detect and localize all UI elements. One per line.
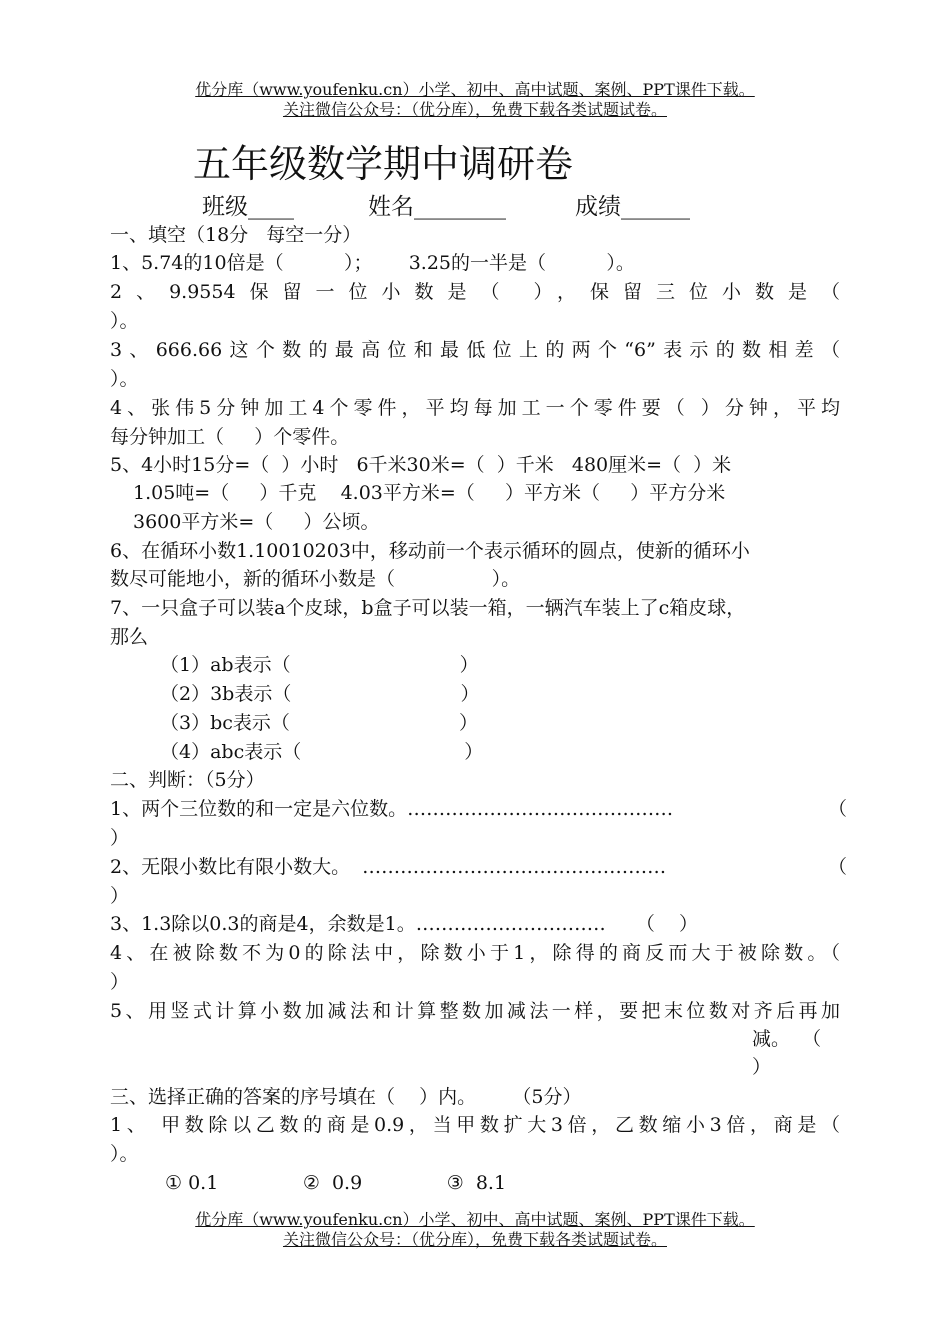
s2-q1-paren-close: ） [110,827,130,849]
s2-q5-line2: 减。 （ [752,1028,822,1050]
s3-q1-options: ① 0.1 ② 0.9 ③ 8.1 [165,1172,507,1194]
s1-q5-line3: 3600平方米=（ ）公顷。 [133,511,380,533]
s1-q7-line1: 7、一只盒子可以装a个皮球，b盒子可以装一箱，一辆汽车装上了c箱皮球， [110,597,746,619]
footer-line-2: 关注微信公众号：（优分库），免费下载各类试题试卷。 [282,1230,667,1249]
s2-q2-paren-close: ） [110,885,130,907]
section-1-heading: 一、填空（18分 每空一分） [110,224,362,246]
header-line-2: 关注微信公众号：（优分库），免费下载各类试题试卷。 [282,100,667,119]
s3-q1-line2: ）。 [110,1143,139,1165]
name-field: 姓名________ [368,194,506,220]
s1-q5-line1: 5、4小时15分=（ ）小时 6千米30米=（ ）千米 480厘米=（ ）米 [110,454,732,476]
s1-q7-sub2: （2）3b表示（ ） [160,683,480,705]
s1-q1: 1、5.74的10倍是（ ）； 3.25的一半是（ ）。 [110,252,635,274]
s2-q2-text: 2、无限小数比有限小数大。 ………………………………………… [110,856,667,878]
s2-q1-paren-open: （ [828,798,848,820]
s2-q3: 3、1.3除以0.3的商是4，余数是1。………………………… （ ） [110,913,699,935]
footer-line-1: 优分库（www.youfenku.cn）小学、初中、高中试题、案例、PPT课件下载。 [195,1210,755,1229]
s2-q1-text: 1、两个三位数的和一定是六位数。…………………………………… [110,798,674,820]
s1-q7-line2: 那么 [110,626,149,648]
section-3-heading: 三、选择正确的答案的序号填在（ ）内。 （5分） [110,1086,582,1108]
s1-q4-line2: 每分钟加工（ ）个零件。 [110,426,350,448]
header-line-1: 优分库（www.youfenku.cn）小学、初中、高中试题、案例、PPT课件下载。 [195,80,755,99]
class-field: 班级____ [202,194,294,220]
section-2-heading: 二、判断：（5分） [110,769,265,791]
s2-q2-paren-open: （ [828,856,848,878]
s2-q5-line1: 5、用竖式计算小数加减法和计算整数加减法一样，要把末位数对齐后再加 [110,1000,840,1022]
s1-q7-sub4: （4）abc表示（ ） [160,741,484,763]
s1-q6-line2: 数尽可能地小，新的循环小数是（ ）。 [110,568,521,590]
s2-q4-line1: 4、在被除数不为0的除法中，除数小于1，除得的商反而大于被除数。（ [110,942,840,964]
page-title: 五年级数学期中调研卷 [193,142,574,186]
s2-q5-line3: ） [752,1056,772,1078]
s1-q7-sub1: （1）ab表示（ ） [160,654,479,676]
s1-q3-line1: 3、666.66这个数的最高位和最低位上的两个“6”表示的数相差（ [110,339,840,361]
s1-q2-line1: 2、9.9554保留一位小数是（ ），保留三位小数是（ [110,281,840,303]
s3-q1-line1: 1、 甲数除以乙数的商是0.9，当甲数扩大3倍，乙数缩小3倍，商是（ [110,1114,840,1136]
s1-q6-line1: 6、在循环小数1.10010203中，移动前一个表示循环的圆点，使新的循环小 [110,540,750,562]
s1-q5-line2: 1.05吨=（ ）千克 4.03平方米=（ ）平方米（ ）平方分米 [133,482,726,504]
s1-q4-line1: 4、张伟5分钟加工4个零件，平均每加工一个零件要（ ）分钟，平均 [110,397,840,419]
score-field: 成绩______ [575,194,690,220]
s2-q4-line2: ） [110,971,130,993]
s1-q7-sub3: （3）bc表示（ ） [160,712,478,734]
s1-q3-line2: ）。 [110,368,139,390]
s1-q2-line2: ）。 [110,310,139,332]
